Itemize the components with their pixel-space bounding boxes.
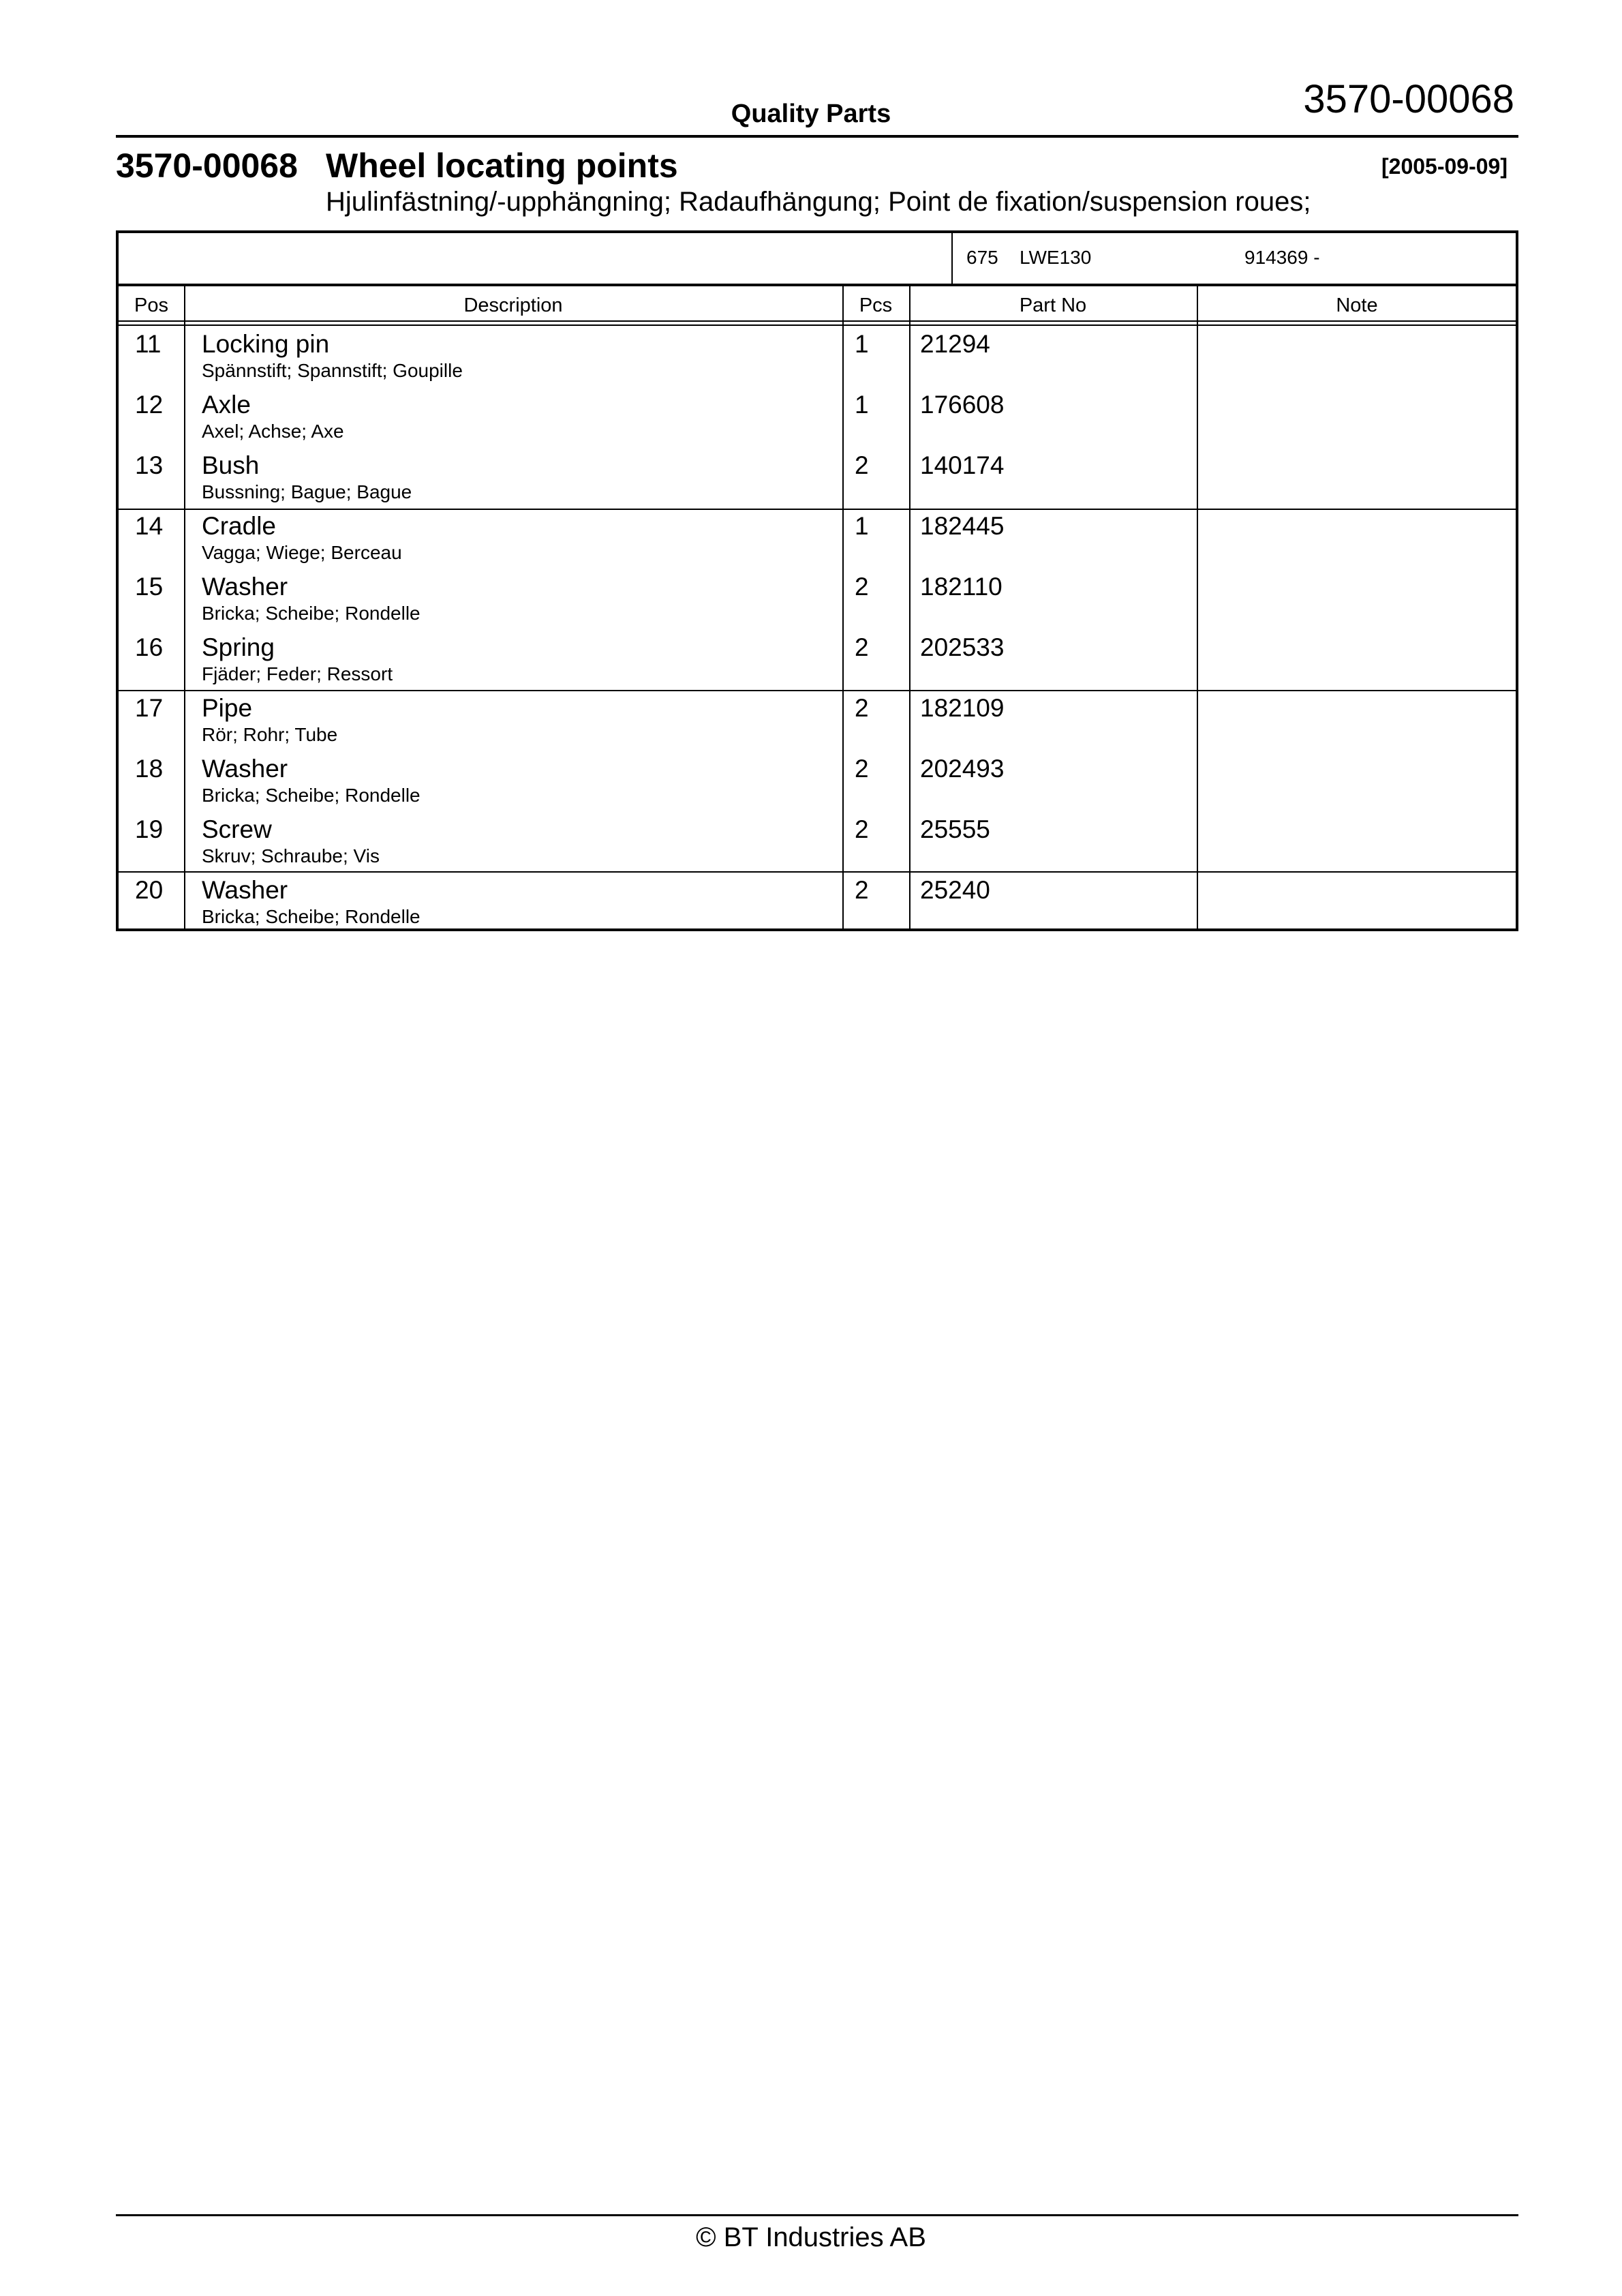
table-row [119, 387, 1516, 447]
row-pcs: 2 [855, 694, 869, 722]
column-header-description: Description [463, 294, 563, 316]
row-translation: Bussning; Bague; Bague [202, 481, 412, 502]
table-row [119, 811, 1516, 871]
row-pos: 11 [135, 330, 162, 358]
row-pcs: 2 [855, 815, 869, 843]
row-translation: Axel; Achse; Axe [202, 421, 344, 442]
row-translation: Skruv; Schraube; Vis [202, 845, 380, 866]
row-pcs: 1 [855, 391, 869, 419]
table-row [119, 447, 1516, 507]
row-pcs: 2 [855, 876, 869, 904]
column-header-part-no: Part No [1019, 294, 1087, 316]
row-pos: 19 [135, 815, 164, 843]
parts-table [116, 230, 1518, 931]
column-header-note: Note [1336, 294, 1378, 316]
footer-copyright: © BT Industries AB [696, 2222, 926, 2252]
row-part-no: 182445 [920, 512, 1005, 540]
row-part-no: 202493 [920, 755, 1005, 783]
row-pos: 12 [135, 391, 164, 419]
model-code: 675 [966, 247, 998, 268]
row-translation: Spännstift; Spannstift; Goupille [202, 360, 463, 381]
column-header-row [119, 286, 1516, 322]
row-translation: Rör; Rohr; Tube [202, 724, 338, 745]
row-name: Locking pin [202, 330, 330, 358]
table-row [119, 569, 1516, 629]
model-row [119, 233, 1516, 286]
footer-rule [116, 2214, 1518, 2216]
row-part-no: 182109 [920, 694, 1005, 722]
table-row [119, 629, 1516, 689]
doc-date: [2005-09-09] [1381, 154, 1508, 179]
table-row [119, 326, 1516, 386]
row-part-no: 140174 [920, 451, 1005, 479]
row-translation: Vagga; Wiege; Berceau [202, 542, 402, 563]
model-serial: 914369 - [1244, 247, 1320, 268]
row-name: Cradle [202, 512, 276, 540]
page-header-doc-number: 3570-00068 [1303, 77, 1514, 121]
row-pos: 14 [135, 512, 164, 540]
row-part-no: 25555 [920, 815, 990, 843]
row-pcs: 2 [855, 451, 869, 479]
column-header-pos: Pos [134, 294, 168, 316]
doc-subtitle: Hjulinfästning/-upphängning; Radaufhängung; Point de fixation/suspension roues; [326, 187, 1311, 217]
doc-title: Wheel locating points [326, 147, 678, 185]
row-part-no: 182110 [920, 573, 1003, 601]
page-header-center: Quality Parts [731, 100, 891, 128]
row-pos: 20 [135, 876, 164, 904]
row-pos: 13 [135, 451, 164, 479]
row-name: Spring [202, 633, 275, 661]
row-name: Axle [202, 391, 251, 419]
table-row [119, 751, 1516, 811]
row-pos: 17 [135, 694, 164, 722]
row-part-no: 176608 [920, 391, 1005, 419]
row-translation: Bricka; Scheibe; Rondelle [202, 785, 420, 806]
row-translation: Bricka; Scheibe; Rondelle [202, 603, 420, 624]
row-pos: 16 [135, 633, 164, 661]
row-pos: 15 [135, 573, 164, 601]
model-divider [951, 233, 953, 284]
row-name: Bush [202, 451, 260, 479]
row-name: Pipe [202, 694, 253, 722]
row-translation: Bricka; Scheibe; Rondelle [202, 906, 420, 927]
row-name: Screw [202, 815, 272, 843]
row-part-no: 25240 [920, 876, 990, 904]
doc-number: 3570-00068 [116, 147, 298, 185]
model-name: LWE130 [1020, 247, 1092, 268]
header-rule [116, 135, 1518, 138]
table-row [119, 690, 1516, 750]
row-pcs: 2 [855, 573, 869, 601]
row-part-no: 21294 [920, 330, 990, 358]
table-row [119, 872, 1516, 932]
row-name: Washer [202, 573, 288, 601]
row-pcs: 2 [855, 755, 869, 783]
row-part-no: 202533 [920, 633, 1005, 661]
column-header-pcs: Pcs [859, 294, 893, 316]
row-pcs: 2 [855, 633, 869, 661]
row-pcs: 1 [855, 512, 869, 540]
table-row [119, 508, 1516, 568]
row-name: Washer [202, 876, 288, 904]
row-name: Washer [202, 755, 288, 783]
row-pcs: 1 [855, 330, 869, 358]
row-translation: Fjäder; Feder; Ressort [202, 663, 393, 684]
row-pos: 18 [135, 755, 164, 783]
